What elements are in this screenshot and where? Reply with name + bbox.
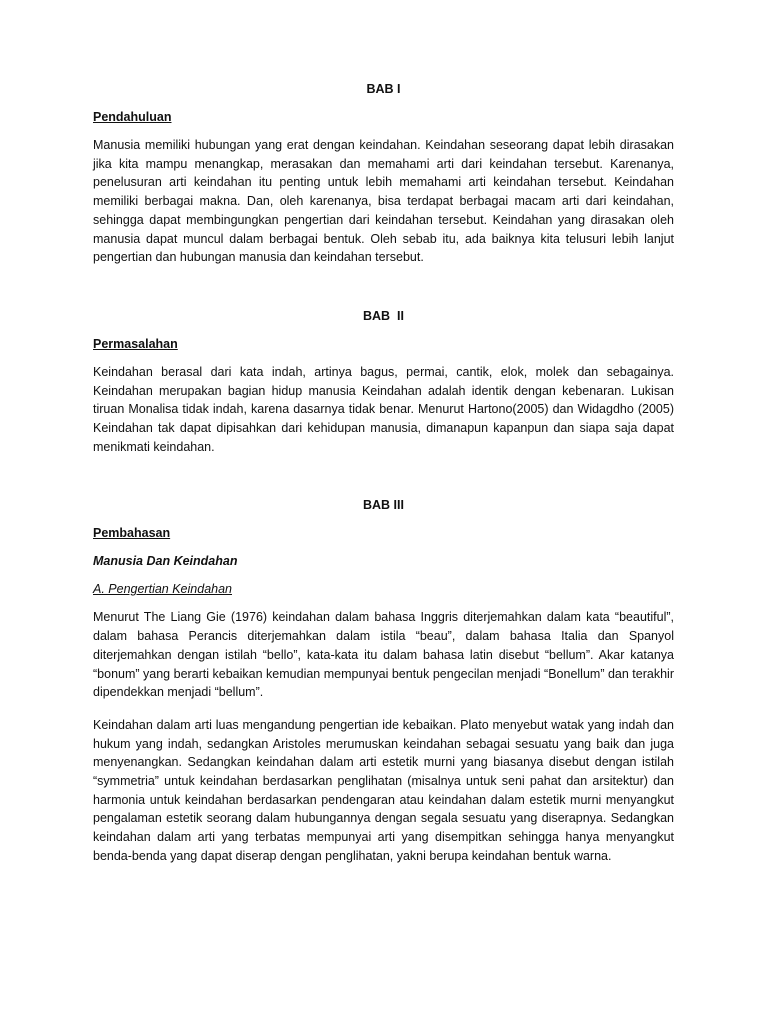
subtitle-manusia-dan-keindahan: Manusia Dan Keindahan bbox=[93, 554, 238, 569]
subsection-pengertian-keindahan: A. Pengertian Keindahan bbox=[93, 582, 232, 597]
section-label-pendahuluan: Pendahuluan bbox=[93, 110, 172, 124]
section-label-pembahasan: Pembahasan bbox=[93, 526, 171, 541]
section-label-permasalahan: Permasalahan bbox=[93, 336, 178, 351]
chapter-heading-bab-2: BAB II bbox=[363, 308, 404, 323]
paragraph-pengertian-1: Menurut The Liang Gie (1976) keindahan dalam bahasa Inggris diterjemahkan dalam kata “beautiful”, dalam bahasa Perancis diterjemahkan dalam istila “beau”, dalam bahasa Italia dan Spanyol diterjemahkan dengan istilah “bello”, kata-kata itu dalam bahasa latin disebut “bellum”. Akar katanya “bonum” yang berarti kebaikan kemudian mempunyai bentuk pengecilan menjadi “Bonellum” dan terakhir dipendekkan menjadi “bellum”. bbox=[93, 610, 674, 700]
paragraph-permasalahan: Keindahan berasal dari kata indah, artinya bagus, permai, cantik, elok, molek dan sebagainya. Keindahan merupakan bagian hidup manusia Keindahan adalah identik dengan kebenaran. Lukisan tiruan Monalisa tidak indah, karena dasarnya tidak benar. Menurut Hartono(2005) dan Widagdho (2005) Keindahan tak dapat dipisahkan dari kehidupan manusia, dimanapun kapanpun dan siapa saja dapat menikmati keindahan. bbox=[93, 364, 674, 454]
paragraph-pendahuluan: Manusia memiliki hubungan yang erat dengan keindahan. Keindahan seseorang dapat lebih dirasakan jika kita mampu menangkap, merasakan dan memahami arti dari keindahan tersebut. Karenanya, penelusuran arti keindahan itu penting untuk lebih memahami arti keindahan tersebut. Keindahan memiliki berbagai makna. Dan, oleh karenanya, bisa terdapat berbagai macam arti dari keindahan, sehingga dapat membingungkan pengertian dari keindahan tersebut. Keindahan yang dirasakan oleh manusia dapat muncul dalam berbagai bentuk. Oleh sebab itu, ada baiknya kita telusuri lebih lanjut pengertian dan hubungan manusia dan keindahan tersebut. bbox=[93, 138, 674, 265]
chapter-heading-bab-1: BAB I bbox=[366, 82, 401, 96]
document-body bbox=[93, 80, 674, 866]
chapter-heading-bab-3: BAB III bbox=[363, 498, 404, 513]
paragraph-pengertian-2: Keindahan dalam arti luas mengandung pengertian ide kebaikan. Plato menyebut watak yang indah dan hukum yang indah, sedangkan Aristoles merumuskan keindahan sebagai sesuatu yang baik dan juga menyenangkan. Sedangkan keindahan dalam arti estetik murni yang biasanya disebut dengan istilah “symmetria” untuk keindahan berdasarkan penglihatan (misalnya untuk seni pahat dan arsitektur) dan harmonia untuk keindahan berdasarkan pendengaran atau keindahan dalam estetik murni menyangkut pengalaman estetik seorang dalam hubungannya dengan segala sesuatu yang diserapnya. Sedangkan keindahan dalam arti yang terbatas mempunyai arti yang disempitkan sehingga hanya menyangkut benda-benda yang dapat diserap dengan penglihatan, yakni berupa keindahan bentuk warna. bbox=[93, 717, 674, 863]
